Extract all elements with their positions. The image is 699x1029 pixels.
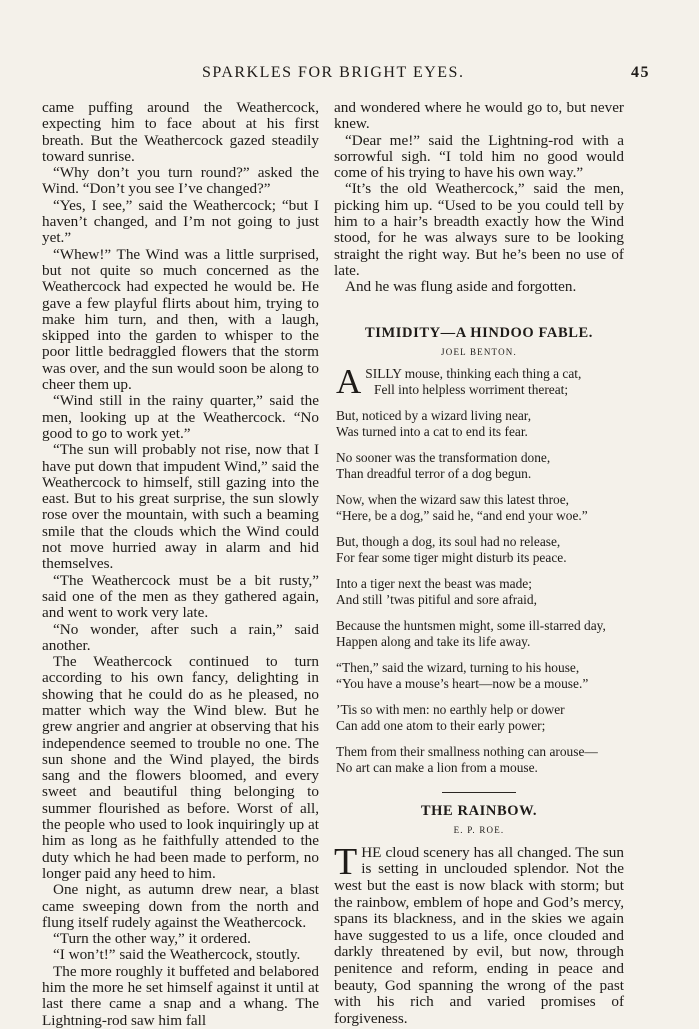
paragraph: “The Weathercock must be a bit rusty,” said one of the men as they gathered again, and went to work very late. [42,571,319,622]
poem-line: But, though a dog, its soul had no release, [336,534,561,550]
poem-line: Happen along and take its life away. [336,634,531,650]
poem-line: “Here, be a dog,” said he, “and end your woe.” [336,508,588,524]
poem-stanza [336,576,624,608]
poem-stanza [336,408,624,440]
poem-line: Was turned into a cat to end its fear. [336,424,528,440]
poem-stanza [336,618,624,650]
poem-line: No sooner was the transformation done, [336,450,551,466]
drop-cap: T [334,840,358,883]
poem-stanza [336,744,624,776]
poem [334,362,624,776]
poem-title: TIMIDITY—A HINDOO FABLE. [364,324,594,341]
rainbow-author: E. P. ROE. [453,825,505,836]
rainbow-text: HE cloud scenery has all changed. The sun is setting in unclouded splendor. Not the west but the east is now black with storm; but the rainbow, emblem of hope and God’s mercy, spans its blackness, and in the skies we again have suggested to us a life, once clouded and darkly threatened by evil, but now, through penitence and reform, ending in peace and beauty, God spanning the wrong of the past with his rich and varied promises of forgiveness. [334,843,624,1027]
poem-stanza [336,702,624,734]
right-column [334,100,624,1027]
paragraph: and wondered where he would go to, but never knew. [334,99,624,133]
drop-cap: A [336,362,362,402]
paragraph: came puffing around the Weathercock, expecting him to face about at his first breath. But the Weathercock gazed steadily toward sunrise. [42,99,319,165]
poem-line: And still ’twas pitiful and sore afraid, [336,592,537,608]
poem-line: For fear some tiger might disturb its peace. [336,550,567,566]
poem-stanza [336,660,624,692]
poem-stanza [336,534,624,566]
poem-line: Now, when the wizard saw this latest throe, [336,492,570,508]
paragraph: “Yes, I see,” said the Weathercock; “but I haven’t changed, and I’m not going to just yet.” [42,196,319,247]
paragraph: “Wind still in the rainy quarter,” said the men, looking up at the Weathercock. “No good to go to work yet.” [42,392,319,442]
page-header [150,64,650,86]
paragraph: One night, as autumn drew near, a blast came sweeping down from the north and flung itself rudely against the Weathercock. [42,881,319,931]
poem-line: Fell into helpless worriment thereat; [374,382,569,398]
paragraph: “Turn the other way,” it ordered. [53,930,251,948]
paragraph: “It’s the old Weathercock,” said the men, picking him up. “Used to be you could tell by him to a hair’s breadth exactly how the Wind stood, for he was always sure to be looking straight the right way. But he’s been no use of late. [334,180,624,279]
page-number: 45 [631,64,650,81]
paragraph: “Why don’t you turn round?” asked the Wind. “Don’t you see I’ve changed?” [42,164,319,198]
poem-line: Them from their smallness nothing can arouse— [336,744,598,760]
poem-line: Because the huntsmen might, some ill-starred day, [336,618,606,634]
poem-line: No art can make a lion from a mouse. [336,760,538,776]
poem-line: But, noticed by a wizard living near, [336,408,532,424]
paragraph: The more roughly it buffeted and belabored him the more he set himself against it until at last there came a snap and a whang. The Lightning-rod saw him fall [42,962,319,1029]
poem-stanza [336,362,624,402]
paragraph: “The sun will probably not rise, now that I have put down that impudent Wind,” said the Weathercock to himself, still gazing into the east. But to his great surprise, the sun slowly rose over the mountain, with such a beaming smile that the clouds which the Wind could not move hurried away in alarm and hid themselves. [42,441,319,573]
poem-line: “Then,” said the wizard, turning to his house, [336,660,580,676]
poem-stanza [336,492,624,524]
poem-stanza [336,450,624,482]
poem-line: Into a tiger next the beast was made; [336,576,532,592]
paragraph: The Weathercock continued to turn according to his own fancy, delighting in showing that he could do as he pleased, no matter which way the Wind blew. But he grew angrier and angrier at observing that his independence seemed to trouble no one. The sun shone and the Wind played, the birds sang and the flowers bloomed, and every sweet and beautiful thing belonging to summer flourished as before. Worst of all, the people who used to look inquiringly up at him as long as he faithfully attended to the duty which he had been made to perform, no longer paid any heed to him. [42,653,319,882]
poem-line: Can add one atom to their early power; [336,718,546,734]
paragraph: “Whew!” The Wind was a little surprised, but not quite so much concerned as the Weathercock had expected he would be. He gave a few playful flirts about him, trying to make him turn, and then, with a laugh, skipped into the garden to whisper to the poor little bedraggled flowers that the storm was over, and the sun would soon be along to cheer them up. [42,245,319,394]
poem-line: Than dreadful terror of a dog begun. [336,466,532,482]
poem-author: JOEL BENTON. [441,346,517,357]
paragraph: “Dear me!” said the Lightning-rod with a sorrowful sigh. “I told him no good would come of his trying to have his own way.” [334,131,624,182]
poem-line: “You have a mouse’s heart—now be a mouse.” [336,676,589,692]
rainbow-title: THE RAINBOW. [420,803,538,820]
paragraph: “I won’t!” said the Weathercock, stoutly. [53,946,301,964]
paragraph: And he was flung aside and forgotten. [345,278,577,296]
poem-line: ’Tis so with men: no earthly help or dower [336,702,565,718]
section-divider [442,792,516,793]
left-column [42,100,319,1029]
poem-line: SILLY mouse, thinking each thing a cat, [365,366,582,382]
paragraph: “No wonder, after such a rain,” said another. [42,620,319,654]
running-title: SPARKLES FOR BRIGHT EYES. [202,64,465,81]
